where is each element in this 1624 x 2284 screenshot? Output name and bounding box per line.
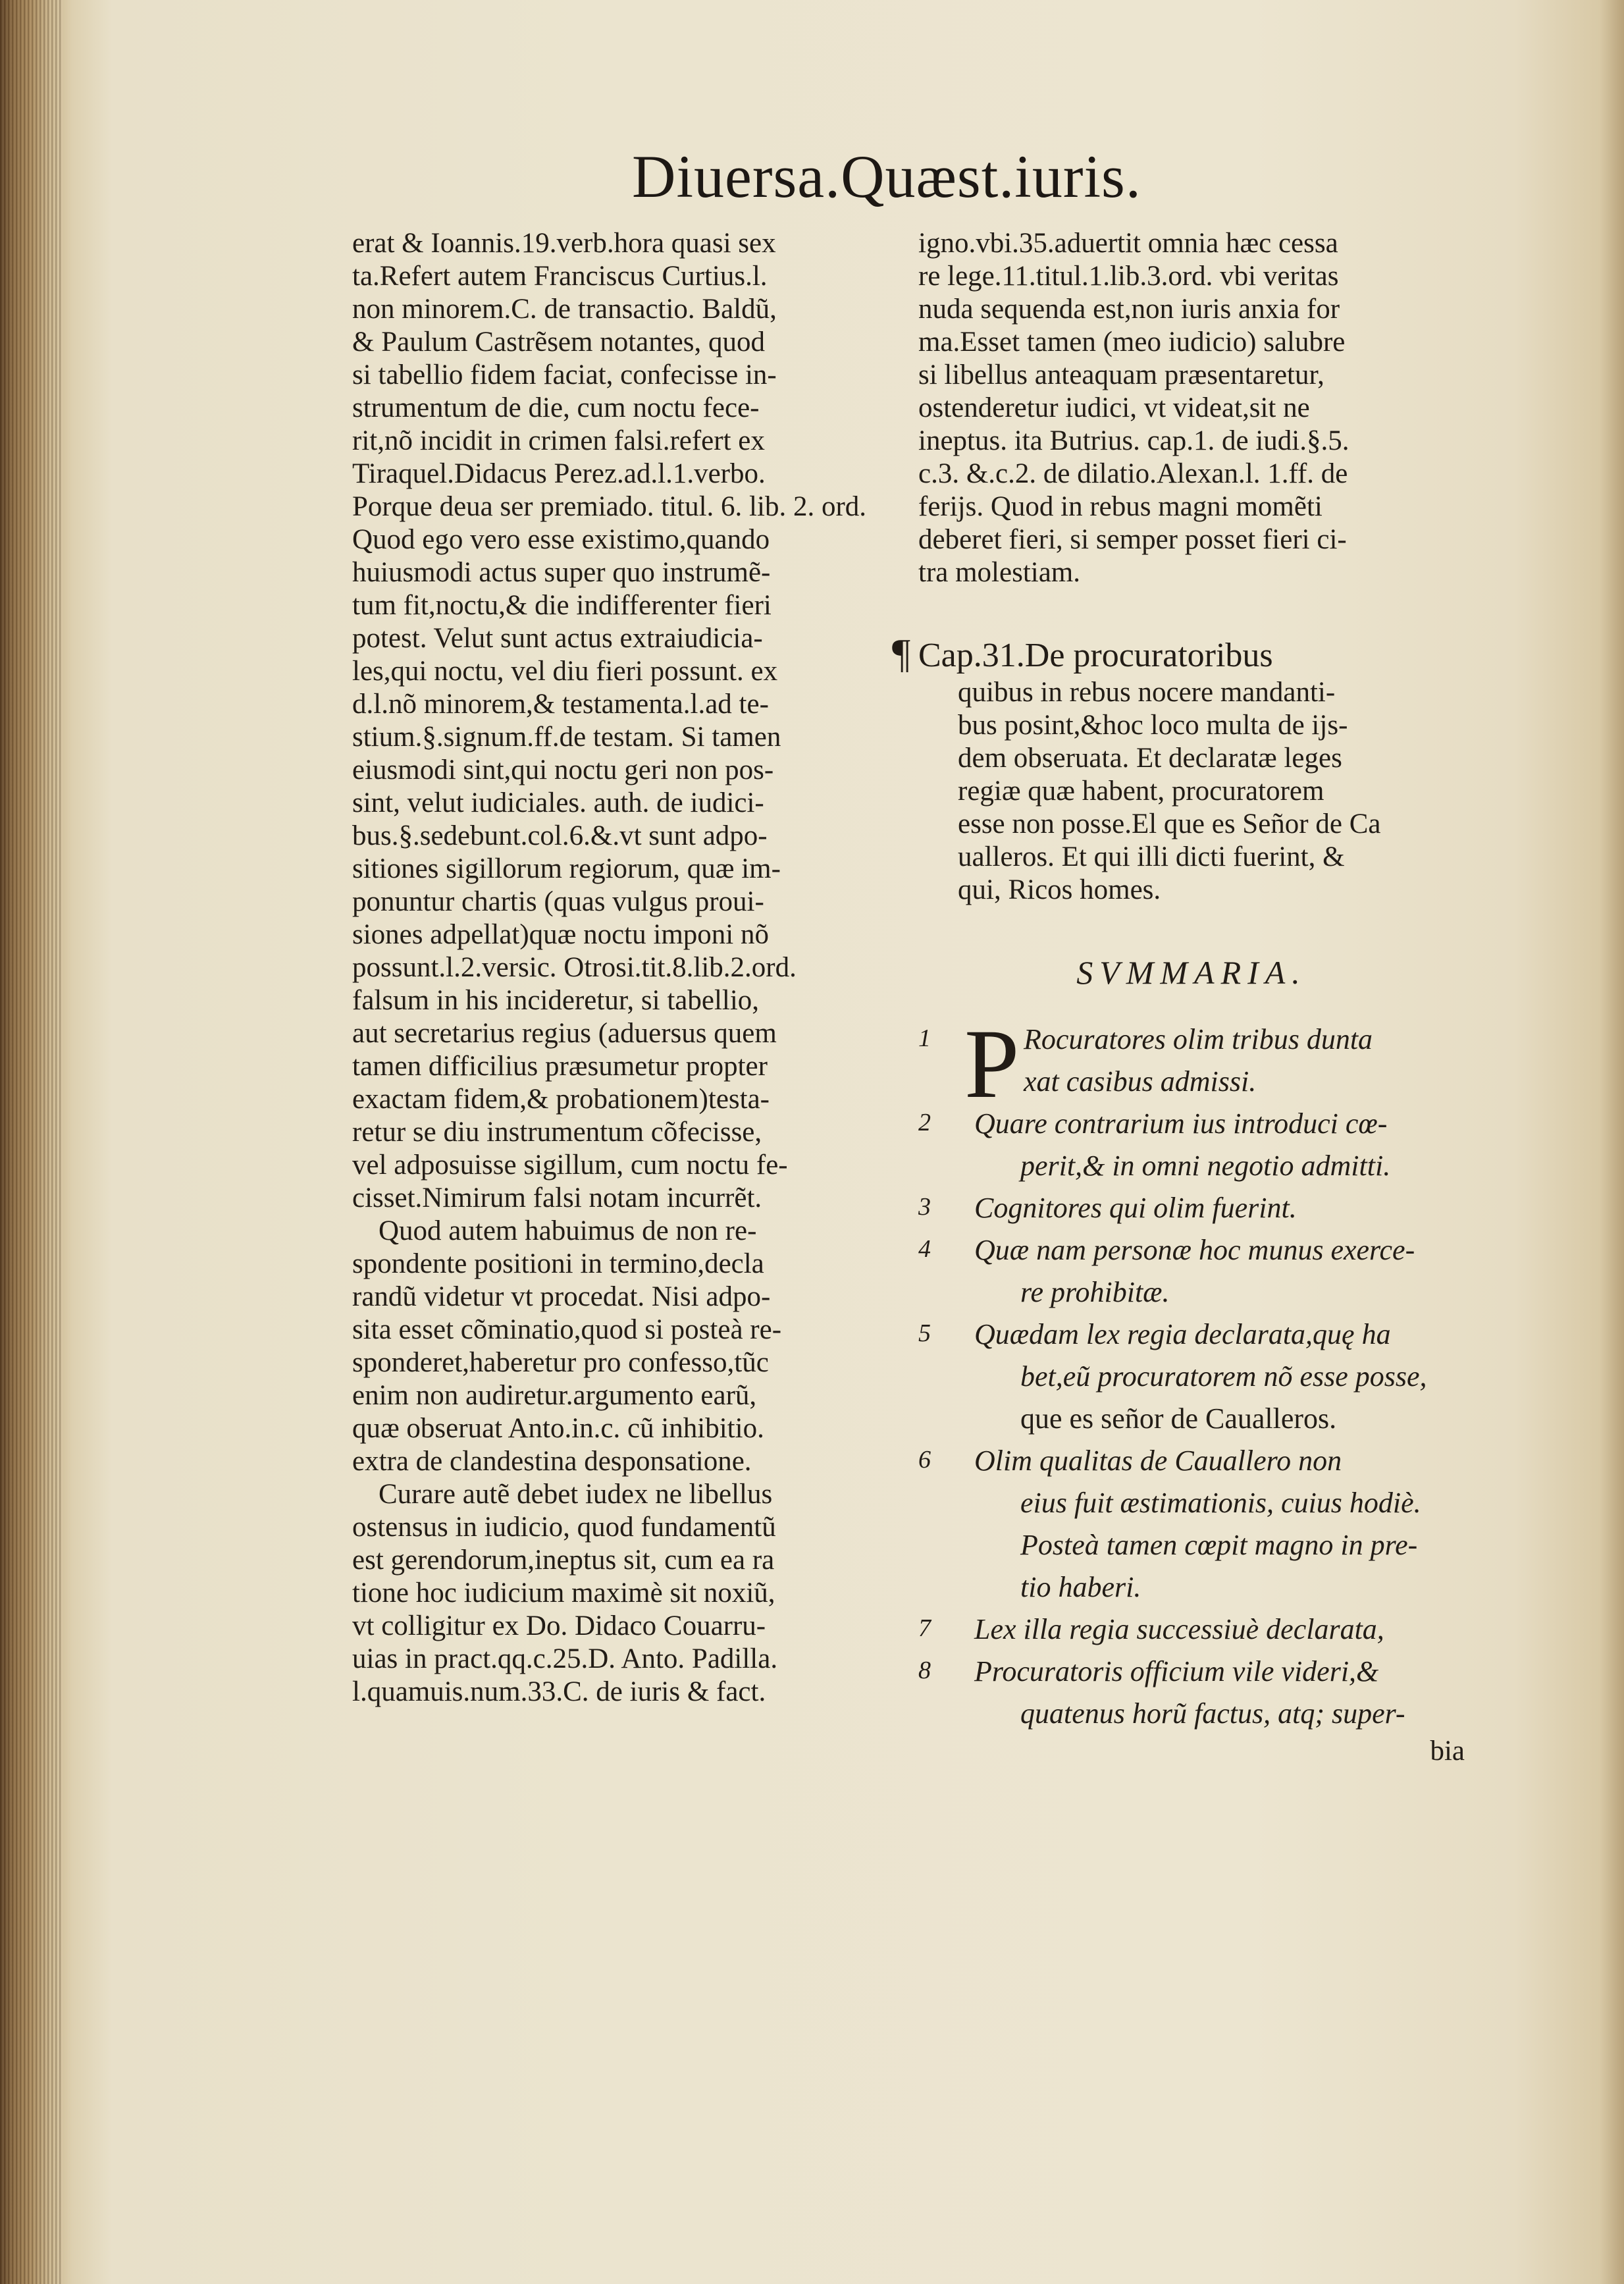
text-line: siones adpellat)quæ noctu imponi nõ	[352, 919, 769, 950]
pilcrow-mark: ¶	[892, 631, 911, 676]
text-line: quæ obseruat Anto.in.c. cũ inhibitio.	[352, 1413, 764, 1444]
entry-number: 3	[918, 1193, 931, 1221]
text-line: aut secretarius regius (aduersus quem	[352, 1018, 777, 1049]
summaria-line: Posteà tamen cœpit magno in pre-	[1020, 1529, 1418, 1561]
summaria-entry	[918, 1187, 1465, 1229]
text-line: re lege.11.titul.1.lib.3.ord. vbi veritas	[918, 261, 1339, 292]
text-line: si tabellio fidem faciat, confecisse in-	[352, 359, 777, 390]
summaria-title: SVMMARIA.	[1076, 954, 1307, 991]
summaria-line: tio haberi.	[1020, 1571, 1141, 1603]
text-line: enim non audiretur.argumento earũ,	[352, 1380, 757, 1411]
chapter-line: qui, Ricos homes.	[958, 874, 1161, 905]
summaria-entry	[918, 1314, 1465, 1440]
summaria-line: xat casibus admissi.	[1024, 1065, 1257, 1098]
summaria-entry	[918, 1608, 1465, 1651]
chapter-line: regiæ quæ habent, procuratorem	[958, 776, 1324, 807]
chapter-line: bus posint,&hoc loco multa de ijs-	[958, 710, 1348, 741]
text-line: c.3. &.c.2. de dilatio.Alexan.l. 1.ff. de	[918, 458, 1348, 489]
text-line: cisset.Nimirum falsi notam incurrẽt.	[352, 1182, 762, 1213]
entry-number: 1	[918, 1024, 931, 1052]
text-line: sint, velut iudiciales. auth. de iudici-	[352, 787, 764, 818]
text-line: ostensus in iudicio, quod fundamentũ	[352, 1512, 776, 1543]
text-line: uias in pract.qq.c.25.D. Anto. Padilla.	[352, 1643, 778, 1674]
summaria-line: que es señor de Caualleros.	[1020, 1402, 1337, 1435]
text-line: sita esset cõminatio,quod si posteà re-	[352, 1314, 782, 1345]
text-line: l.quamuis.num.33.C. de iuris & fact.	[352, 1676, 766, 1707]
text-line: igno.vbi.35.aduertit omnia hæc cessa	[918, 228, 1338, 259]
text-line: eiusmodi sint,qui noctu geri non pos-	[352, 755, 774, 785]
chapter-line: quibus in rebus nocere mandanti-	[958, 677, 1336, 708]
text-line: Curare autẽ debet iudex ne libellus	[379, 1479, 773, 1510]
entry-number: 5	[918, 1319, 931, 1347]
entry-number: 2	[918, 1109, 931, 1136]
text-line: extra de clandestina desponsatione.	[352, 1446, 752, 1477]
text-line: sponderet,haberetur pro confesso,tũc	[352, 1347, 769, 1378]
text-line: sitiones sigillorum regiorum, quæ im-	[352, 853, 781, 884]
text-line: est gerendorum,ineptus sit, cum ea ra	[352, 1545, 775, 1576]
summaria-line: Cognitores qui olim fuerint.	[974, 1192, 1297, 1224]
summaria-line: Quæ nam personæ hoc munus exerce-	[974, 1234, 1415, 1266]
text-line: huiusmodi actus super quo instrumẽ-	[352, 557, 771, 588]
text-line: tione hoc iudicium maximè sit noxiũ,	[352, 1578, 775, 1608]
summaria-line: Quare contrarium ius introduci cœ-	[974, 1107, 1388, 1140]
page-gutter-edges	[0, 0, 63, 2284]
text-line: tum fit,noctu,& die indifferenter fieri	[352, 590, 772, 621]
summaria-line: Rocuratores olim tribus dunta	[1024, 1023, 1373, 1055]
catchword: bia	[1430, 1736, 1465, 1766]
right-column	[892, 227, 1465, 1767]
text-line: bus.§.sedebunt.col.6.&.vt sunt adpo-	[352, 820, 768, 851]
text-line: vt colligitur ex Do. Didaco Couarru-	[352, 1610, 766, 1641]
text-line: tamen difficilius præsumetur propter	[352, 1051, 768, 1082]
text-line: strumentum de die, cum noctu fece-	[352, 392, 760, 423]
entry-number: 8	[918, 1657, 931, 1684]
summaria-line: Quædam lex regia declarata,quę ha	[974, 1318, 1391, 1350]
chapter-line: ualleros. Et qui illi dicti fuerint, &	[958, 841, 1345, 872]
chapter-title: Cap.31.De procuratoribus	[918, 637, 1273, 674]
summaria-line: Procuratoris officium vile videri,&	[974, 1655, 1379, 1687]
chapter-description	[918, 676, 1465, 907]
summaria-entry	[918, 1009, 1465, 1119]
text-line: rit,nõ incidit in crimen falsi.refert ex	[352, 425, 765, 456]
text-line: Porque deua ser premiado. titul. 6. lib. 2. ord.	[352, 491, 867, 522]
text-line: exactam fidem,& probationem)testa-	[352, 1084, 770, 1115]
summaria-line: bet,eũ procuratorem nõ esse posse,	[1020, 1360, 1427, 1393]
text-line: stium.§.signum.ff.de testam. Si tamen	[352, 722, 781, 753]
summaria-entry	[918, 1229, 1465, 1314]
entry-number: 4	[918, 1235, 931, 1263]
text-line: ponuntur chartis (quas vulgus proui-	[352, 886, 764, 917]
text-line: d.l.nõ minorem,& testamenta.l.ad te-	[352, 689, 769, 720]
summaria-list	[918, 1009, 1465, 1767]
text-line: ostenderetur iudici, vt videat,sit ne	[918, 392, 1310, 423]
text-line: falsum in his incideretur, si tabellio,	[352, 985, 760, 1016]
chapter-line: esse non posse.El que es Señor de Ca	[958, 809, 1381, 839]
text-line: Tiraquel.Didacus Perez.ad.l.1.verbo.	[352, 458, 766, 489]
text-line: erat & Ioannis.19.verb.hora quasi sex	[352, 228, 776, 259]
text-line: Quod ego vero esse existimo,quando	[352, 524, 770, 555]
text-line: potest. Velut sunt actus extraiudicia-	[352, 623, 763, 654]
text-line: spondente positioni in termino,decla	[352, 1248, 764, 1279]
text-line: ma.Esset tamen (meo iudicio) salubre	[918, 327, 1346, 358]
text-line: ferijs. Quod in rebus magni momẽti	[918, 491, 1323, 522]
summaria-line: quatenus horũ factus, atq; super-	[1020, 1697, 1405, 1730]
entry-number: 6	[918, 1446, 931, 1474]
left-column	[352, 227, 872, 1709]
summaria-entry	[918, 1103, 1465, 1187]
text-line: randũ videtur vt procedat. Nisi adpo-	[352, 1281, 771, 1312]
summaria-line: Olim qualitas de Cauallero non	[974, 1445, 1342, 1477]
text-line: les,qui noctu, vel diu fieri possunt. ex	[352, 656, 778, 687]
chapter-line: dem obseruata. Et declaratæ leges	[958, 743, 1342, 774]
text-line: non minorem.C. de transactio. Baldũ,	[352, 294, 777, 325]
entry-number: 7	[918, 1614, 931, 1642]
summaria-entry	[918, 1440, 1465, 1608]
text-line: Quod autem habuimus de non re-	[379, 1215, 757, 1246]
text-line: nuda sequenda est,non iuris anxia for	[918, 294, 1340, 325]
text-line: ineptus. ita Butrius. cap.1. de iudi.§.5.	[918, 425, 1349, 456]
text-line: deberet fieri, si semper posset fieri ci-	[918, 524, 1347, 555]
text-line: retur se diu instrumentum cõfecisse,	[352, 1117, 762, 1148]
text-line: tra molestiam.	[918, 557, 1080, 588]
right-column-text	[918, 227, 1465, 589]
summaria-line: eius fuit æstimationis, cuius hodiè.	[1020, 1487, 1421, 1519]
text-line: possunt.l.2.versic. Otrosi.tit.8.lib.2.ord.	[352, 952, 797, 983]
running-head: Diuersa.Quæst.iuris.	[632, 143, 1141, 210]
summaria-line: perit,& in omni negotio admitti.	[1020, 1150, 1391, 1182]
text-line: si libellus anteaquam præsentaretur,	[918, 359, 1324, 390]
chapter-heading	[892, 631, 1465, 907]
summaria-entry	[918, 1651, 1465, 1735]
summaria-line: Lex illa regia successiuè declarata,	[974, 1613, 1384, 1645]
text-line: ta.Refert autem Franciscus Curtius.l.	[352, 261, 768, 292]
text-line: & Paulum Castrẽsem notantes, quod	[352, 327, 766, 358]
drop-capital: P	[964, 1009, 1020, 1119]
text-line: vel adposuisse sigillum, cum noctu fe-	[352, 1150, 788, 1181]
summaria-line: re prohibitæ.	[1020, 1276, 1170, 1308]
